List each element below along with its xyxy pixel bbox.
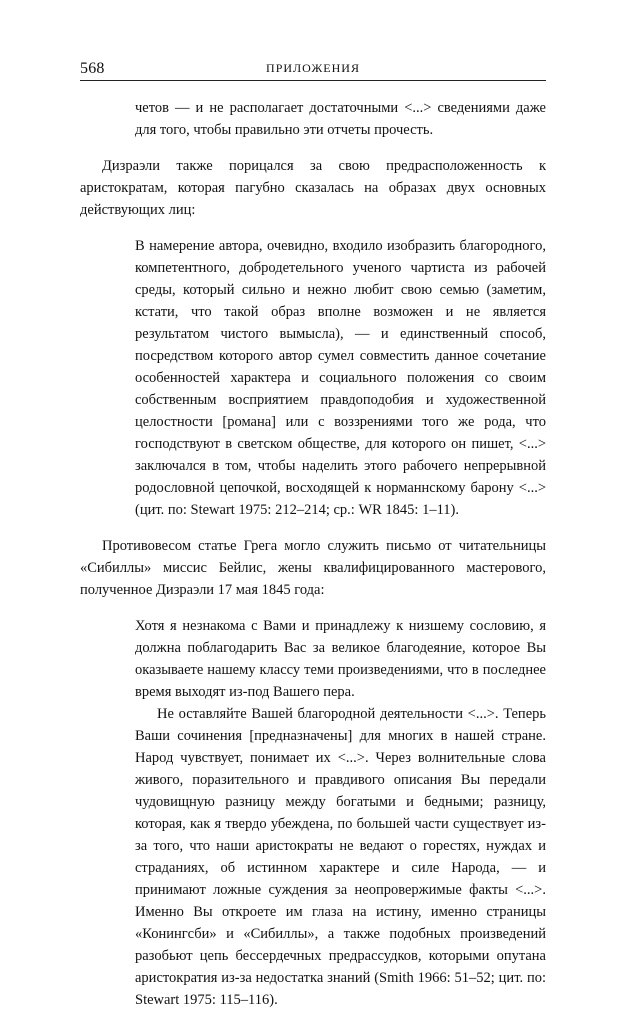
block-quote-review: В намерение автора, очевидно, входило изобразить благородного, компетентного, добродетельного ученого чартиста из рабочей среды, который сильно и нежно любит свою семью (заметим, кстати, что такой образ вполне возможен и не является результатом чистого вымысла), — и единственный способ, посредством которого автор сумел совместить данное сочетание особенностей характера и социального положения со своим собственным восприятием правдоподобия и художественной целостности [романа] или с воззрениями того же рода, что господствуют в светском обществе, для которого он пишет, <...> заключался в том, чтобы наделить этого рабочего непрерывной родословной цепочкой, восходящей к норманнскому барону <...> (цит. по: Stewart 1975: 212–214; ср.: WR 1845: 1–11). xyxy=(135,238,546,518)
paragraph-continued-quote: четов — и не располагает достаточными <...> сведениями даже для того, чтобы правильно эти отчеты прочесть. xyxy=(135,100,546,138)
page-header xyxy=(80,58,546,81)
paragraph-disraeli-criticism: Дизраэли также порицался за свою предрасположенность к аристократам, которая пагубно сказалась на образах двух основных действующих лиц: xyxy=(80,158,546,218)
block-quote-letter-part2: Не оставляйте Вашей благородной деятельности <...>. Теперь Ваши сочинения [предназначены] для многих в нашей стране. Народ чувствует, понимает их <...>. Через волнительные слова живого, поразительного и правдивого описания Вы передали чудовищную разницу между богатыми и бедными; разницу, которая, как я твердо убеждена, по большей части существует из-за того, что наши аристократы не ведают о горестях, нуждах и страданиях, об истинном характере и силе Народа, — и принимают ложные суждения за неопровержимые факты <...>. Именно Вы откроете им глаза на истину, именно страницы «Конингсби» и «Сибиллы», а также подобных произведений разобьют цепь бессердечных предрассудков, которыми опутана аристократия из-за недостатка знаний (Smith 1966: 51–52; цит. по: Stewart 1975: 115–116). xyxy=(135,706,546,1008)
paragraph-letter-intro: Противовесом статье Грега могло служить письмо от читательницы «Сибиллы» миссис Бейлис, жены квалифицированного мастерового, полученное Дизраэли 17 мая 1845 года: xyxy=(80,538,546,598)
page-number: 568 xyxy=(80,60,105,77)
block-quote-letter-part1: Хотя я незнакома с Вами и принадлежу к низшему сословию, я должна поблагодарить Вас за великое благодеяние, которое Вы оказываете нашему классу теми произведениями, что в последнее время выходят из-под Вашего пера. xyxy=(135,618,546,700)
page-body xyxy=(80,97,546,1011)
running-head: ПРИЛОЖЕНИЯ xyxy=(266,61,360,75)
